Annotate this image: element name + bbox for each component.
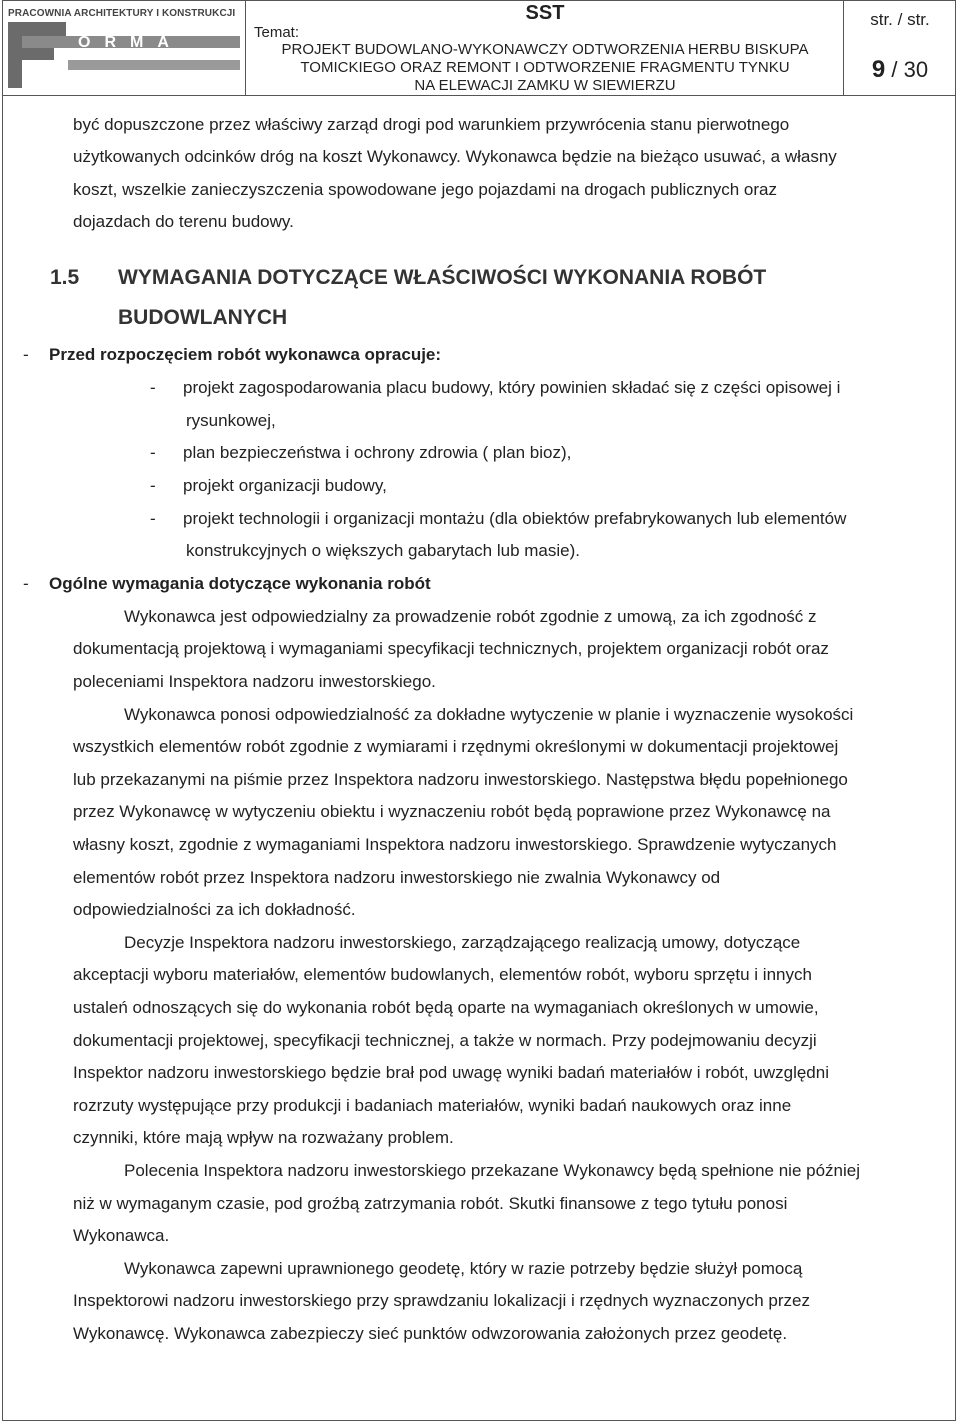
paragraph-line: elementów robót przez Inspektora nadzoru inwestorskiego nie zwalnia Wykonawcy od [73, 868, 721, 887]
topic-line-3: NA ELEWACJI ZAMKU W SIEWIERZU [414, 77, 676, 94]
paragraph-line: Decyzje Inspektora nadzoru inwestorskiego, zarządzającego realizacją umowy, dotyczące [124, 933, 801, 952]
list-dash: - [23, 574, 29, 593]
paragraph-line: odpowiedzialności za ich dokładność. [73, 900, 356, 919]
paragraph-line: dokumentacją projektową i wymaganiami specyfikacji technicznych, projektem organizacji robót oraz [73, 639, 829, 658]
paragraph-line: Inspektorowi nadzoru inwestorskiego przy sprawdzaniu lokalizacji i rzędnych wyznaczonych przez [73, 1291, 811, 1310]
page-number [844, 56, 956, 84]
paragraph-line: Wykonawca jest odpowiedzialny za prowadzenie robót zgodnie z umową, za ich zgodność z [124, 607, 817, 626]
logo-word: ORMA [78, 34, 183, 51]
company-name: PRACOWNIA ARCHITEKTURY I KONSTRUKCJI [8, 8, 236, 19]
page-total: / 30 [891, 57, 929, 82]
document-header [2, 0, 956, 96]
topic-line-2: TOMICKIEGO ORAZ REMONT I ODTWORZENIE FRAGMENTU TYNKU [300, 59, 790, 76]
paragraph-line: Wykonawca. [73, 1226, 170, 1245]
paragraph-line: przez Wykonawcę w wytyczeniu obiektu i wyznaczeniu robót będą poprawione przez Wykonawcę na [73, 802, 831, 821]
topic-cell [246, 0, 844, 95]
list-item: plan bezpieczeństwa i ochrony zdrowia ( plan bioz), [183, 443, 572, 462]
paragraph-line: własny koszt, zgodnie z wymaganiami Inspektora nadzoru inwestorskiego. Sprawdzenie wytyczanych [73, 835, 837, 854]
paragraph-line: lub przekazanymi na piśmie przez Inspektora nadzoru inwestorskiego. Następstwa błędu popełnionego [73, 770, 848, 789]
paragraph-line: Wykonawca ponosi odpowiedzialność za dokładne wytyczenie w planie i wyznaczenie wysokości [124, 705, 854, 724]
paragraph-line: rozrzuty występujące przy produkcji i badaniach materiałów, wyniki badań naukowych oraz inne [73, 1096, 792, 1115]
intro-line: dojazdach do terenu budowy. [73, 212, 294, 231]
doc-type: SST [525, 2, 565, 24]
paragraph-line: Inspektor nadzoru inwestorskiego będzie brał pod uwagę wyniki badań materiałów i robót, uwzględni [73, 1063, 829, 1082]
paragraph-line: czynniki, które mają wpływ na rozważany problem. [73, 1128, 454, 1147]
paragraph-line: wszystkich elementów robót zgodnie z wymiarami i rzędnymi określonymi w dokumentacji projektowej [73, 737, 839, 756]
list-item: projekt technologii i organizacji montażu (dla obiektów prefabrykowanych lub elementów [183, 509, 847, 528]
list-dash: - [150, 476, 156, 495]
topic-line-1: PROJEKT BUDOWLANO-WYKONAWCZY ODTWORZENIA HERBU BISKUPA [281, 41, 809, 58]
page-number-cell [844, 0, 956, 95]
paragraph-line: niż w wymaganym czasie, pod groźbą zatrzymania robót. Skutki finansowe z tego tytułu ponosi [73, 1194, 788, 1213]
paragraph-line: dokumentacji projektowej, specyfikacji technicznej, a także w normach. Przy podejmowaniu decyzji [73, 1031, 817, 1050]
intro-line: być dopuszczone przez właściwy zarząd drogi pod warunkiem przywrócenia stanu pierwotnego [73, 115, 790, 134]
forma-logo [8, 22, 240, 88]
list-dash: - [150, 443, 156, 462]
list-dash: - [150, 509, 156, 528]
section-number: 1.5 [50, 266, 80, 289]
paragraph-line: akceptacji wyboru materiałów, elementów budowlanych, elementów robót, wyboru sprzętu i innych [73, 965, 812, 984]
intro-line: koszt, wszelkie zanieczyszczenia spowodowane jego pojazdami na drogach publicznych oraz [73, 180, 777, 199]
section-title: WYMAGANIA DOTYCZĄCE WŁAŚCIWOŚCI WYKONANIA ROBÓT [118, 266, 767, 289]
logo-cell [2, 0, 246, 95]
page-current: 9 [871, 56, 886, 83]
list-item: projekt zagospodarowania placu budowy, który powinien składać się z części opisowej i [183, 378, 841, 397]
subsection-title: Ogólne wymagania dotyczące wykonania robót [49, 574, 431, 593]
paragraph-line: Polecenia Inspektora nadzoru inwestorskiego przekazane Wykonawcy będą spełnione nie później [124, 1161, 861, 1180]
list-dash: - [23, 345, 29, 364]
paragraph-line: ustaleń odnoszących się do wykonania robót będą oparte na wymaganiach określonych w umowie, [73, 998, 819, 1017]
page-label: str. / str. [870, 10, 930, 29]
topic-label: Temat: [254, 24, 300, 41]
list-item: konstrukcyjnych o większych gabarytach lub masie). [186, 541, 580, 560]
paragraph-line: Wykonawca zapewni uprawnionego geodetę, który w razie potrzeby będzie służył pomocą [124, 1259, 803, 1278]
paragraph-line: Wykonawcę. Wykonawca zabezpieczy sieć punktów odwzorowania założonych przez geodetę. [73, 1324, 788, 1343]
paragraph-line: poleceniami Inspektora nadzoru inwestorskiego. [73, 672, 436, 691]
list-item: rysunkowej, [186, 411, 276, 430]
list-dash: - [150, 378, 156, 397]
intro-line: użytkowanych odcinków dróg na koszt Wykonawcy. Wykonawca będzie na bieżąco usuwać, a własny [73, 147, 837, 166]
list-item: projekt organizacji budowy, [183, 476, 387, 495]
section-title-continued: BUDOWLANYCH [118, 306, 288, 329]
subsection-title: Przed rozpoczęciem robót wykonawca opracuje: [49, 345, 442, 364]
